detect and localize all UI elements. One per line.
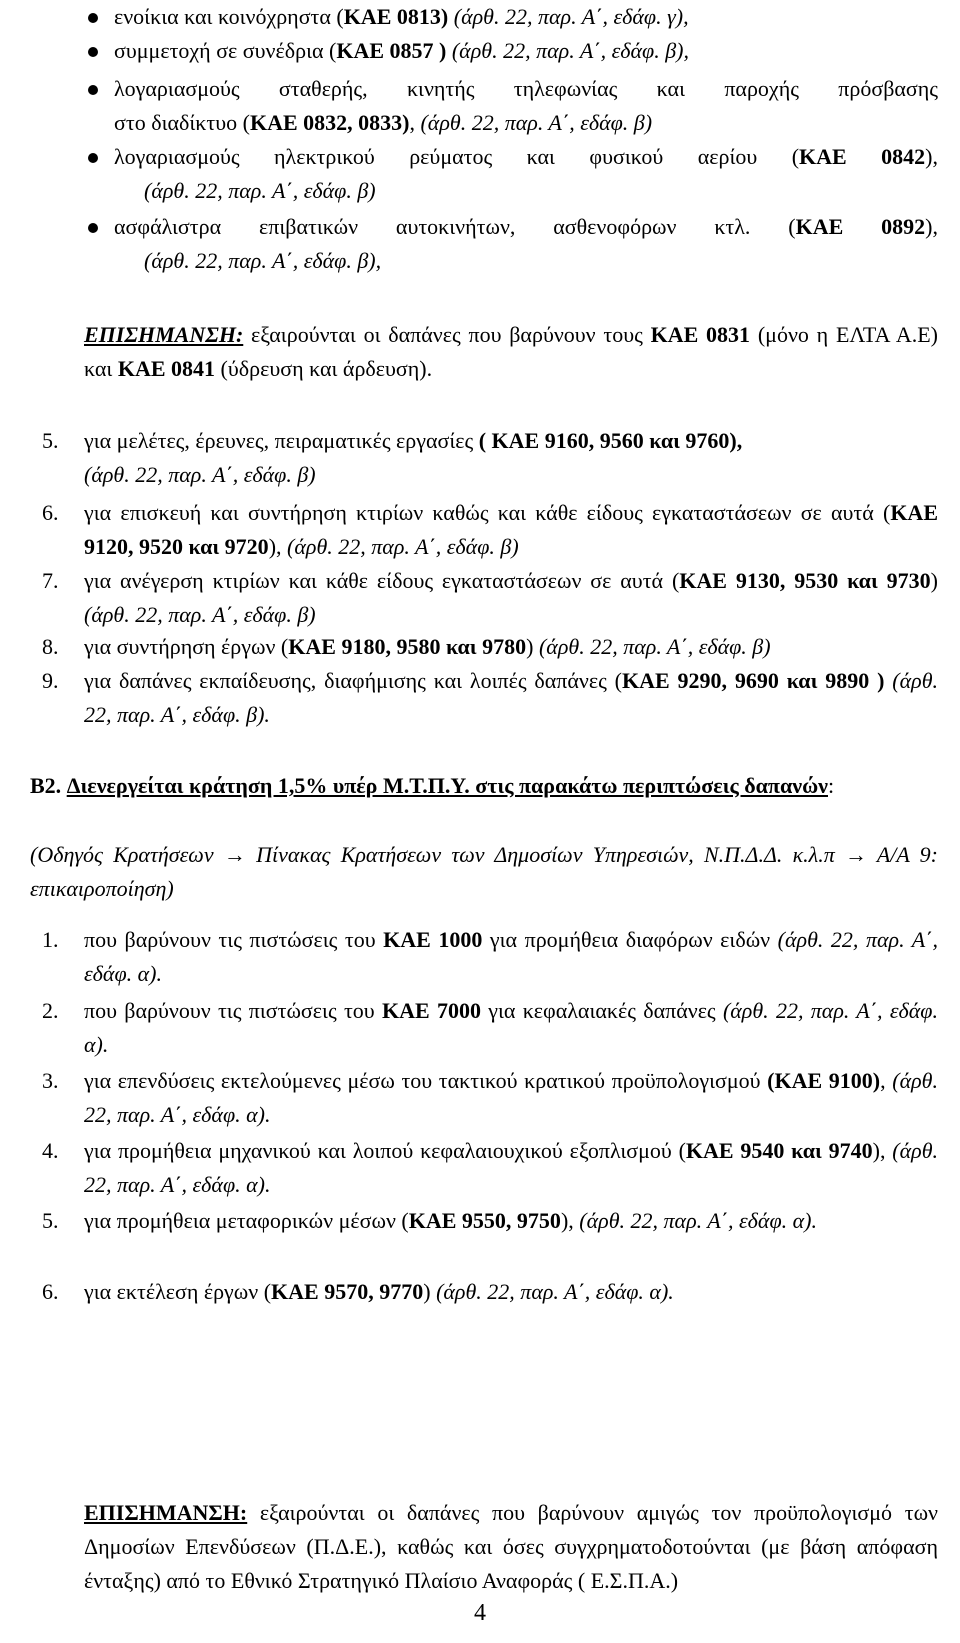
item-number: 9. <box>42 668 59 693</box>
item-number: 1. <box>42 927 59 952</box>
item-number: 6. <box>42 1279 59 1304</box>
article-reference: (άρθ. 22, παρ. Α΄, εδάφ. β) <box>287 534 519 559</box>
item-text: , <box>880 1068 893 1093</box>
item-number: 7. <box>42 568 59 593</box>
list-item <box>42 1064 938 1132</box>
item-text: για κεφαλαιακές δαπάνες <box>480 998 723 1023</box>
item-number: 2. <box>42 998 59 1023</box>
kae-code: ΚΑΕ 9120, 9520 και 9720 <box>84 500 938 559</box>
article-reference: (άρθ. 22, παρ. Α΄, εδάφ. β), <box>144 248 382 273</box>
bullet-icon <box>88 85 98 95</box>
item-text: για επισκευή και συντήρηση κτιρίων καθώς και κάθε είδους εγκαταστάσεων σε αυτά ( <box>84 500 891 525</box>
arrow-right-icon: → <box>844 842 867 867</box>
item-text: για μελέτες, έρευνες, πειραματικές εργασίες <box>84 428 479 453</box>
kae-code: ΚΑΕ 0842 <box>799 144 926 169</box>
note-text: (ύδρευση και άρδευση). <box>215 356 433 381</box>
item-text: που βαρύνουν τις πιστώσεις του <box>84 998 382 1023</box>
article-reference: (άρθ. 22, παρ. Α΄, εδάφ. α). <box>84 927 938 986</box>
article-reference: (άρθ. 22, παρ. Α΄, εδάφ. β). <box>84 668 939 727</box>
bullet-text: ), <box>925 144 938 169</box>
item-text: ), <box>872 1138 893 1163</box>
note-text: (μόνο η ΕΛΤΑ Α.Ε) και <box>84 322 938 381</box>
item-text: για εκτέλεση έργων ( <box>84 1279 272 1304</box>
kae-code: ΚΑΕ 0831 <box>650 322 751 347</box>
kae-code: ΚΑΕ 9540 και 9740 <box>685 1138 873 1163</box>
bullet-text: ασφάλιστρα επιβατικών αυτοκινήτων, ασθενοφόρων κτλ. ( <box>114 214 796 239</box>
bullet-icon <box>88 13 98 23</box>
list-item <box>114 34 938 68</box>
section-subtitle <box>30 838 938 906</box>
subtitle-text: Α/Α 9: επικαιροποίηση) <box>30 842 938 901</box>
kae-code: ΚΑΕ 0841 <box>117 356 216 381</box>
kae-code: ( ΚΑΕ 9160, 9560 και 9760), <box>478 428 743 453</box>
list-item <box>42 994 938 1062</box>
subtitle-text: Πίνακας Κρατήσεων των Δημοσίων Υπηρεσιών, Ν.Π.Δ.Δ. κ.λ.π <box>245 842 845 867</box>
page-number: 4 <box>474 1600 486 1626</box>
item-text: ), <box>560 1208 580 1233</box>
bullet-text: , <box>409 110 421 135</box>
list-item <box>114 72 938 140</box>
bullet-text: ενοίκια και κοινόχρηστα ( <box>114 4 344 29</box>
item-number: 5. <box>42 1208 59 1233</box>
kae-code: ΚΑΕ 7000 <box>381 998 481 1023</box>
note-label: ΕΠΙΣΗΜΑΝΣΗ: <box>84 1500 248 1525</box>
list-item <box>114 0 938 34</box>
article-reference: (άρθ. 22, παρ. Α΄, εδάφ. α). <box>579 1208 817 1233</box>
kae-code: ΚΑΕ 9550, 9750 <box>408 1208 561 1233</box>
list-item <box>42 564 938 632</box>
kae-code: ΚΑΕ 9290, 9690 και 9890 ) <box>622 668 885 693</box>
article-reference: (άρθ. 22, παρ. Α΄, εδάφ. β), <box>446 38 689 63</box>
list-item <box>42 1134 939 1202</box>
item-text: για επενδύσεις εκτελούμενες μέσω του τακτικού κρατικού προϋπολογισμού <box>84 1068 768 1093</box>
kae-code: ΚΑΕ 0892 <box>795 214 926 239</box>
list-item <box>42 1275 938 1309</box>
item-text: ) <box>526 634 539 659</box>
article-reference: (άρθ. 22, παρ. Α΄, εδάφ. β) <box>84 462 316 487</box>
list-item <box>114 140 938 208</box>
article-reference: (άρθ. 22, παρ. Α΄, εδάφ. γ), <box>448 4 689 29</box>
item-text: για προμήθεια μηχανικού και λοιπού κεφαλαιουχικού εξοπλισμού ( <box>84 1138 686 1163</box>
article-reference: (άρθ. 22, παρ. Α΄, εδάφ. β) <box>84 602 316 627</box>
bullet-icon <box>88 47 98 57</box>
kae-code: ΚΑΕ 9570, 9770 <box>271 1279 424 1304</box>
item-number: 8. <box>42 634 59 659</box>
item-number: 5. <box>42 428 59 453</box>
bullet-text: στο διαδίκτυο ( <box>114 110 250 135</box>
item-text: ) <box>930 568 938 593</box>
kae-code: ΚΑΕ 0813) <box>343 4 449 29</box>
bullet-text-line: λογαριασμούς σταθερής, κινητής τηλεφωνίας και παροχής πρόσβασης <box>114 76 938 101</box>
list-item <box>42 424 938 492</box>
section-heading <box>30 769 938 803</box>
kae-code: ΚΑΕ 9130, 9530 και 9730 <box>679 568 931 593</box>
subtitle-text: (Οδηγός Κρατήσεων <box>30 842 224 867</box>
bullet-icon <box>88 223 98 233</box>
item-text: που βαρύνουν τις πιστώσεις του <box>84 927 384 952</box>
article-reference: (άρθ. 22, παρ. Α΄, εδάφ. α). <box>436 1279 674 1304</box>
list-item <box>42 1204 938 1238</box>
section-title: Διενεργείται κράτηση 1,5% υπέρ Μ.Τ.Π.Υ. στις παρακάτω περιπτώσεις δαπανών <box>66 773 828 798</box>
list-item <box>42 664 939 732</box>
section-colon: : <box>828 773 835 798</box>
article-reference: (άρθ. 22, παρ. Α΄, εδάφ. β) <box>144 178 376 203</box>
item-text: ), <box>268 534 288 559</box>
note-paragraph <box>84 1496 938 1598</box>
article-reference: (άρθ. 22, παρ. Α΄, εδάφ. β) <box>538 634 771 659</box>
item-text: για προμήθεια διαφόρων ειδών <box>482 927 778 952</box>
item-text: για ανέγερση κτιρίων και κάθε είδους εγκαταστάσεων σε αυτά ( <box>84 568 680 593</box>
note-text: εξαιρούνται οι δαπάνες που βαρύνουν τους <box>243 322 651 347</box>
item-number: 3. <box>42 1068 59 1093</box>
list-item <box>42 496 938 564</box>
section-label: Β2. <box>30 773 62 798</box>
kae-code: ΚΑΕ 0832, 0833) <box>249 110 410 135</box>
list-item <box>42 923 938 991</box>
bullet-icon <box>88 153 98 163</box>
item-text: για προμήθεια μεταφορικών μέσων ( <box>84 1208 409 1233</box>
item-text: για δαπάνες εκπαίδευσης, διαφήμισης και λοιπές δαπάνες ( <box>84 668 622 693</box>
article-reference: (άρθ. 22, παρ. Α΄, εδάφ. β) <box>420 110 653 135</box>
kae-code: ΚΑΕ 0857 ) <box>336 38 447 63</box>
note-label: ΕΠΙΣΗΜΑΝΣΗ: <box>84 322 244 347</box>
list-item <box>114 210 938 278</box>
item-text: για συντήρηση έργων ( <box>84 634 289 659</box>
article-reference: (άρθ. 22, παρ. Α΄, εδάφ. α). <box>84 998 938 1057</box>
item-number: 4. <box>42 1138 59 1163</box>
note-text: εξαιρούνται οι δαπάνες που βαρύνουν αμιγώς τον προϋπολογισμό των Δημοσίων Επενδύσεων (Π.Δ.Ε.), καθώς και όσες συγχρηματοδοτούνται (με βάση απόφαση ένταξης) από το Εθνικό Στρατηγικό Πλαίσιο Αναφοράς ( Ε.Σ.Π.Α.) <box>84 1500 938 1593</box>
bullet-text: λογαριασμούς ηλεκτρικού ρεύματος και φυσικού αερίου ( <box>114 144 800 169</box>
article-reference: (άρθ. 22, παρ. Α΄, εδάφ. α). <box>84 1068 938 1127</box>
arrow-right-icon: → <box>223 842 246 867</box>
kae-code: (ΚΑΕ 9100) <box>767 1068 881 1093</box>
kae-code: ΚΑΕ 1000 <box>383 927 483 952</box>
article-reference: (άρθ. 22, παρ. Α΄, εδάφ. α). <box>84 1138 939 1197</box>
item-text: ) <box>423 1279 437 1304</box>
kae-code: ΚΑΕ 9180, 9580 και 9780 <box>288 634 527 659</box>
note-paragraph <box>84 318 938 386</box>
list-item <box>42 630 938 664</box>
bullet-text: ), <box>925 214 938 239</box>
bullet-text: συμμετοχή σε συνέδρια ( <box>114 38 337 63</box>
item-number: 6. <box>42 500 59 525</box>
